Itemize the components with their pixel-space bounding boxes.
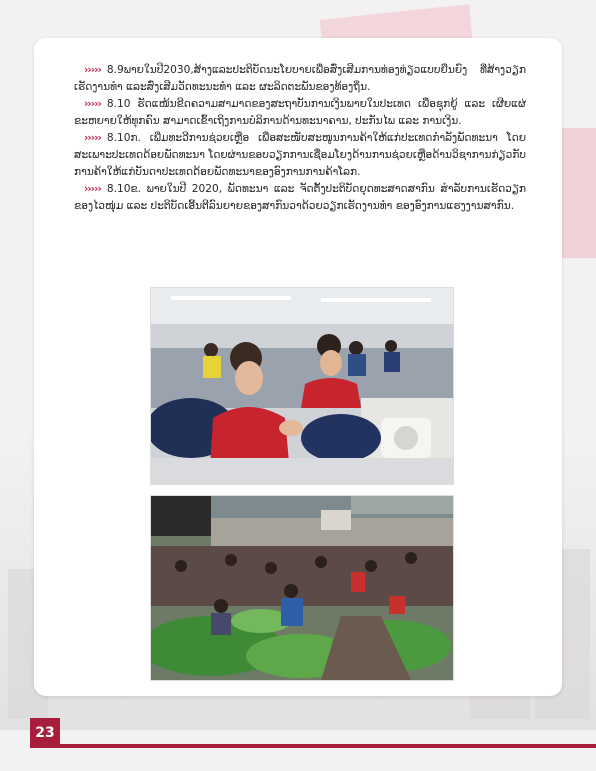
bullet-arrows-icon: ››››› xyxy=(84,132,101,145)
page-number: 23 xyxy=(30,718,60,748)
body-text xyxy=(74,62,526,215)
paragraph-8-10 xyxy=(74,96,526,129)
paragraph-text: 8.10 ຮັດແໜ້ນຂີດຄວາມສາມາດຂອງສະຖາບັນການເງິນພາຍໃນປະເທດ ເພື່ອຊຸກຍູ້ ແລະ ເຜີຍແຜ່ຂະຫຍາຍໃຫ້ທຸກຄົນ ສາມາດເຂົ້າເຖິງການບໍລິການດ້ານທະນາຄານ, ປະກັນໄພ ແລະ ການເງິນ. xyxy=(74,98,526,127)
footer-rule xyxy=(60,744,596,748)
garment-factory-photo xyxy=(150,287,454,485)
paragraph-text: 8.10ຂ. ພາຍໃນປີ 2020, ພັດທະນາ ແລະ ຈັດຕັ້ງປະຕິບັດຍຸດທະສາດສາກົນ ສໍາລັບການເຮັດວຽກຂອງໄວໜຸ່ມ ແລະ ປະຕິບັດເອີ້ນຕີລົນຍາຍຂອງສາກົນວາດ້ວຍວຽກເຮັດງານທຳ ຂອງອົງການແຮງງານສາກົນ. xyxy=(74,183,526,212)
market-photo xyxy=(150,495,454,681)
bullet-arrows-icon: ››››› xyxy=(84,183,101,196)
paragraph-8-9 xyxy=(74,62,526,95)
paragraph-text: 8.9ພາຍໃນປີ2030,ສ້າງແລະປະຕິບັດນະໂຍບາຍເພື່ອສົ່ງເສີມການທ່ອງທ່ຽວແບບຍືນຍົງ ທີ່ສ້າງວຽກເຮັດງານທຳ ແລະສົ່ງເສີມວັດທະນະທຳ ແລະ ຜະລິດຕະພັນຂອງທ້ອງຖິ່ນ. xyxy=(74,64,526,93)
paragraph-text: 8.10ກ. ເພີ່ມທະວີການຊ່ວຍເຫຼືອ ເພື່ອສະໜັບສະໜູນການຄ້າໃຫ້ແກ່ປະເທດກຳລັງພັດທະນາ ໂດຍສະເພາະປະເທດດ້ອຍພັດທະນາ ໂດຍຜ່ານຂອບວຽກການເຊື່ອມໂຍງດ້ານການຊ່ວຍເຫຼືອດ້ານວິຊາການກ່ຽວກັບການຄ້າໃຫ້ແກ່ບັນດາປະເທດດ້ອຍພັດທະນາຂອງອົງການການຄ້າໂລກ. xyxy=(74,132,526,178)
content-card xyxy=(34,38,562,696)
bullet-arrows-icon: ››››› xyxy=(84,98,101,111)
bullet-arrows-icon: ››››› xyxy=(84,64,101,76)
paragraph-8-10b xyxy=(74,181,526,214)
paragraph-8-10a xyxy=(74,130,526,180)
